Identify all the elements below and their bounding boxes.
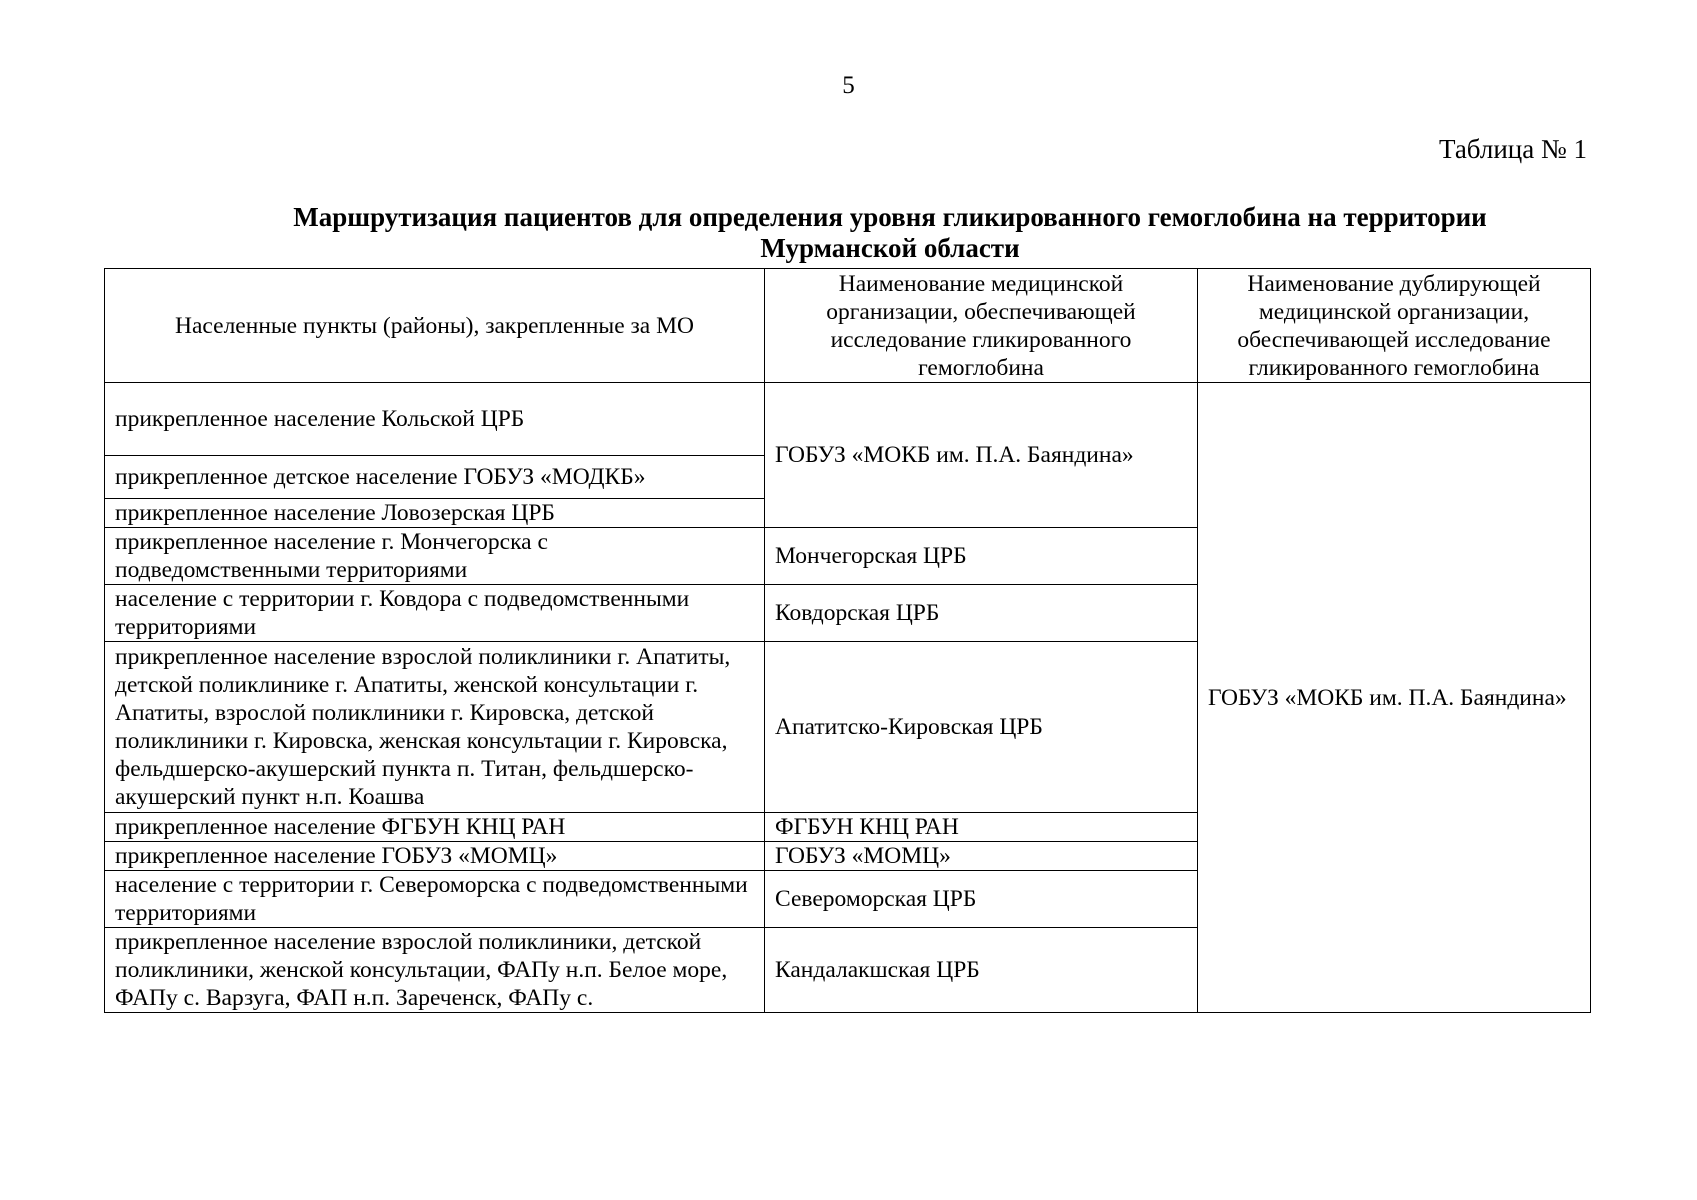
population-cell: прикрепленное население ФГБУН КНЦ РАН xyxy=(105,813,765,842)
population-cell: прикрепленное детское население ГОБУЗ «МОДКБ» xyxy=(105,456,765,499)
organization-cell: Североморская ЦРБ xyxy=(765,871,1198,928)
header-organization: Наименование медицинской организации, обеспечивающей исследование гликированного гемоглобина xyxy=(765,269,1198,383)
organization-cell: Мончегорская ЦРБ xyxy=(765,528,1198,585)
population-cell: прикрепленное население взрослой поликлиники, детской поликлиники, женской консультации, ФАПу н.п. Белое море, ФАПу с. Варзуга, ФАП н.п. Зареченск, ФАПу с. xyxy=(105,928,765,1013)
population-cell: прикрепленное население ГОБУЗ «МОМЦ» xyxy=(105,842,765,871)
organization-cell: Кандалакшская ЦРБ xyxy=(765,928,1198,1013)
document-title: Маршрутизация пациентов для определения уровня гликированного гемоглобина на территории Мурманской области xyxy=(293,202,1487,263)
organization-cell: ФГБУН КНЦ РАН xyxy=(765,813,1198,842)
organization-cell: ГОБУЗ «МОКБ им. П.А. Баяндина» xyxy=(765,383,1198,528)
population-cell: население с территории г. Североморска с подведомственными территориями xyxy=(105,871,765,928)
routing-table xyxy=(104,268,1591,1013)
organization-cell: Апатитско-Кировская ЦРБ xyxy=(765,642,1198,813)
duplicate-organization-cell: ГОБУЗ «МОКБ им. П.А. Баяндина» xyxy=(1198,383,1591,1013)
table-row xyxy=(105,383,1591,456)
population-cell: прикрепленное население Кольской ЦРБ xyxy=(105,383,765,456)
header-settlements: Населенные пункты (районы), закрепленные за МО xyxy=(105,269,765,383)
population-cell: прикрепленное население г. Мончегорска с подведомственными территориями xyxy=(105,528,765,585)
organization-cell: ГОБУЗ «МОМЦ» xyxy=(765,842,1198,871)
table-header-row xyxy=(105,269,1591,383)
population-cell: прикрепленное население взрослой поликлиники г. Апатиты, детской поликлинике г. Апатиты, женской консультации г. Апатиты, взрослой поликлиники г. Кировска, детской поликлиники г. Кировска, женская консультации г. Кировска, фельдшерско-акушерский пункта п. Титан, фельдшерско-акушерский пункт н.п. Коашва xyxy=(105,642,765,813)
table-label: Таблица № 1 xyxy=(1439,134,1587,164)
organization-cell: Ковдорская ЦРБ xyxy=(765,585,1198,642)
population-cell: прикрепленное население Ловозерская ЦРБ xyxy=(105,499,765,528)
population-cell: население с территории г. Ковдора с подведомственными территориями xyxy=(105,585,765,642)
header-duplicate-organization: Наименование дублирующей медицинской организации, обеспечивающей исследование гликированного гемоглобина xyxy=(1198,269,1591,383)
page-number: 5 xyxy=(842,72,855,99)
